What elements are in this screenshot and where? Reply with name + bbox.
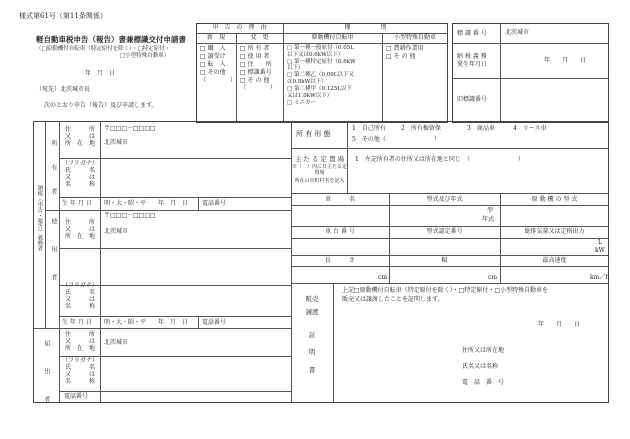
moped-type-3[interactable]: □ 第二種乙（0.09L以下又 (287, 72, 354, 79)
reason-new-purchase[interactable]: □ 購 入 (200, 45, 226, 52)
owner-city[interactable]: 北茨城市 (104, 139, 129, 146)
owner-postal[interactable]: 〒□□□－□□□□ (104, 125, 156, 132)
unit-kw: kW (595, 247, 605, 254)
moped-type-4[interactable]: □ 第二種甲（0.125L以下 (287, 85, 352, 92)
proof-text-2: 販売又は譲渡したことを証明します。 (342, 296, 444, 303)
proof-phone[interactable]: 電 話 番 号 (462, 379, 505, 386)
storage-value[interactable]: 1 左記所有者の住所又は所在地と同じ （ ） (355, 156, 524, 163)
user-city[interactable]: 北茨城市 (104, 228, 129, 235)
ownership-label: 所 有 形 態 (296, 130, 331, 138)
user-postal[interactable]: 〒□□□－□□□□ (104, 212, 156, 219)
reason-change-user[interactable]: □ 使 用 者 (240, 52, 270, 60)
reason-change-other-paren: （ ） (240, 84, 277, 92)
reason-new-list (200, 46, 236, 84)
proof-text-1: 上記□原動機付自転車（特定原付を除く）・□特定原付・□小型特殊自動車を (342, 287, 549, 294)
proof-date[interactable]: 年 月 日 (538, 321, 581, 328)
type-special-header: 小型特殊自動車 (393, 34, 436, 41)
form-subtitle-2: □小型特殊自動車） (120, 53, 170, 59)
moped-type-1-note: 以下又は0.6kW以下） (287, 51, 344, 58)
special-type-list (386, 46, 424, 61)
special-type-other[interactable]: □ そ の 他 (386, 52, 416, 60)
vehicle-name-label: 車 名 (324, 196, 355, 203)
submit-date: 年 月 日 (85, 70, 116, 77)
moped-type-4-note: 又は1.0kW以下） (287, 92, 333, 99)
model-unit-type: 型 (487, 207, 494, 214)
reason-new-header: 新 規 (206, 34, 225, 41)
user-phone-label: 電話番号 (202, 319, 227, 326)
length-label: 長 さ (324, 257, 355, 264)
width-label: 幅 (441, 257, 448, 264)
reason-new-other-paren: （ ） (200, 76, 237, 84)
ownership-opt-4[interactable]: 4 リース車 (513, 125, 547, 132)
engine-model-label: 原 動 機 の 型 式 (531, 196, 578, 203)
form-subtitle-1: （□原動機付自転車（特定原付を除く）・□特定原付・ (36, 46, 171, 52)
user-address-label: 住 所 又 は 所 在 地 (64, 219, 95, 240)
filer-phone-label: 電話番号 (64, 393, 89, 400)
filer-name-label: （フリガナ） 氏 名 又 は 名 称 (62, 357, 98, 385)
plate-number-label: 標 識 番 号 (457, 30, 487, 37)
tax-date-value[interactable]: 年 月 日 (544, 57, 587, 64)
moped-type-1[interactable]: □ 第一種一般原付（0.05L (287, 45, 354, 51)
moped-type-minicar[interactable]: □ ミニカー (287, 99, 316, 106)
ownership-opt-1[interactable]: 1 自己所有 (352, 125, 386, 132)
moped-type-list (287, 45, 356, 106)
owner-phone-label: 電話番号 (202, 200, 227, 207)
form-title: 軽自動車税申告（報告）書兼標識交付申請書 (36, 35, 186, 44)
cert-label: 型式認定番号 (426, 228, 463, 235)
user-birth-label: 生 年 月 日 (62, 319, 92, 326)
user-birth-value[interactable]: 明・大・昭・平 年 月 日 (104, 319, 189, 326)
unit-cm-width: cm (488, 274, 498, 281)
tax-date-label-1: 納 税 義 務 (457, 53, 487, 60)
chassis-label: 車 台 番 号 (325, 228, 355, 235)
reason-change-plate[interactable]: □ 標識番号 (240, 68, 272, 76)
speed-label: 最高速度 (542, 257, 567, 264)
owner-side-label: 所 有 者 (49, 140, 57, 200)
owner-birth-value[interactable]: 明・大・昭・平 年 月 日 (104, 200, 189, 207)
tax-date-label-2: 発生年月日 (457, 61, 488, 68)
reason-change-owner[interactable]: □ 所 有 者 (240, 45, 270, 52)
filer-side-label: 届 出 者 (42, 340, 50, 410)
type-header: 種 別 (344, 24, 387, 31)
filer-city[interactable]: 北茨城市 (104, 339, 129, 346)
filer-address-label: 住 所 又 は 所 在 地 (64, 331, 95, 352)
intro-text: 次のとおり申告（報告）及び申請します。 (44, 102, 158, 109)
plate-box (452, 23, 609, 123)
displacement-label: 総排気量又は定格出力 (524, 228, 585, 235)
taxpayer-side-label: 納税（申告・報告）義務者 (36, 185, 43, 251)
moped-type-2-note: 以下） (287, 65, 304, 72)
storage-label: 主 た る 定 置 場 ※（ ）内に日主たる定置場 所在の市町村名を記入 (292, 155, 348, 184)
proof-name[interactable]: 氏名又は名称 (462, 363, 499, 370)
special-type-farm[interactable]: □ 農耕作業用 (386, 45, 424, 52)
proof-label: 証 明 書 (308, 331, 316, 374)
ownership-opt-3[interactable]: 3 商品車 (467, 125, 495, 132)
owner-name-label: （フリガナ） 氏 名 又 は 名 称 (62, 160, 98, 188)
reason-change-header: 変 更 (250, 34, 269, 41)
unit-kmh: km／h (590, 274, 610, 281)
model-label: 型式及び年式 (426, 196, 463, 203)
proof-address[interactable]: 住所又は所在地 (462, 347, 505, 354)
owner-address-label: 住 所 又 は 所 在 地 (64, 126, 95, 147)
ownership-opt-2[interactable]: 2 所有権留保 (401, 125, 441, 132)
reason-new-transfer[interactable]: □ 譲受け (200, 52, 226, 60)
ownership-opt-5[interactable]: 5 その他（ ） (352, 136, 440, 143)
reason-header: 申 告 の 理 由 (212, 24, 267, 31)
reason-change-other[interactable]: □ そ の 他 (240, 76, 270, 84)
plate-city[interactable]: 北茨城市 (505, 29, 530, 36)
type-moped-header: 原動機付自転車 (311, 34, 354, 41)
user-side-label: 使 用 者 (49, 218, 57, 288)
form-number: 様式第61号（第11条関係） (19, 12, 107, 20)
user-name-label: （フリガナ） 氏 名 又 は 名 称 (62, 282, 98, 310)
old-plate-label: 旧標識番号 (457, 96, 488, 103)
moped-type-3-note: は0.8kW以下） (287, 79, 327, 86)
reason-new-movein[interactable]: □ 転 入 (200, 60, 226, 68)
unit-cm-length: cm (378, 274, 388, 281)
model-unit-year: 年式 (482, 216, 495, 223)
owner-birth-label: 生 年 月 日 (62, 200, 92, 207)
seller-label: 販売 譲渡 (305, 295, 319, 317)
reason-new-other[interactable]: □ その他 (200, 68, 226, 76)
unit-liter: L (598, 239, 602, 246)
addressee: （宛先）北茨城市長 (36, 86, 91, 93)
moped-type-2[interactable]: □ 第一種特定原付（0.6kW (287, 58, 356, 65)
reason-change-list (240, 46, 276, 92)
reason-change-address[interactable]: □ 住 所 (240, 60, 272, 68)
